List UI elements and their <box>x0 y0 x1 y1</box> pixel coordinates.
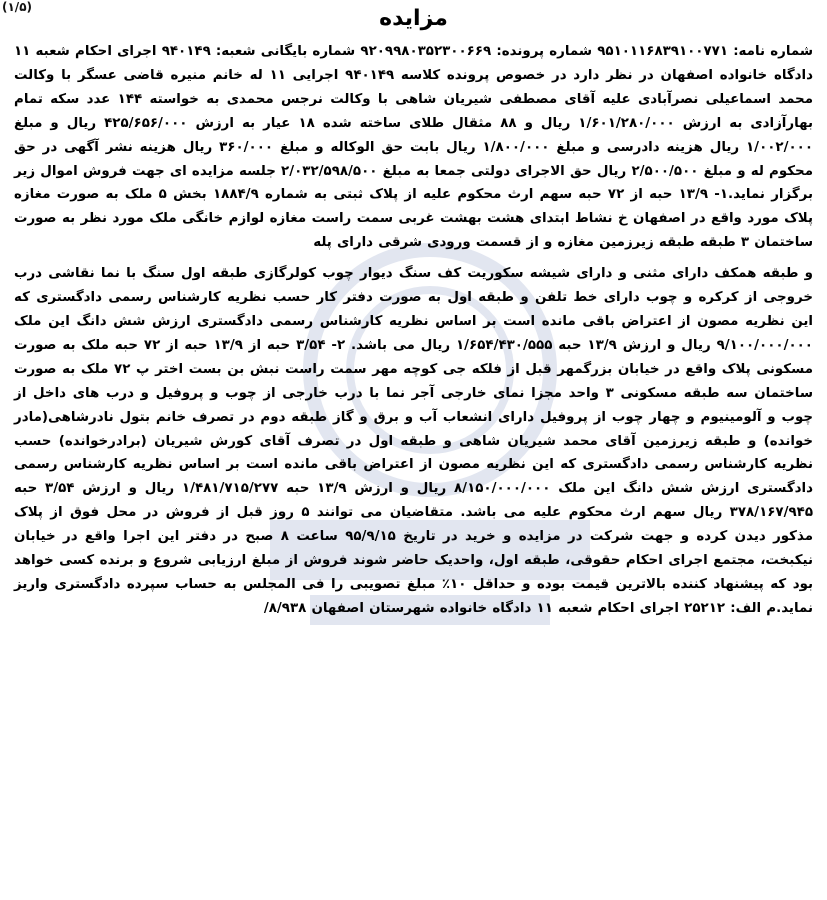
notice-paragraph-1: شماره نامه: ۹۵۱۰۱۱۶۸۳۹۱۰۰۷۷۱ شماره پرونده: ۹۲۰۹۹۸۰۳۵۲۳۰۰۶۶۹ شماره بایگانی شعبه: ۹۴۰۱۴۹ اجرای احکام شعبه ۱۱ دادگاه خانواده اصفهان در نظر دارد در خصوص پرونده کلاسه ۹۴۰۱۴۹ اجرایی ۱۱ له خانم منیره قاضی عسگر با وکالت محمد اسماعیلی نصرآبادی علیه آقای مصطفی شیریان شاهی با وکالت نرجس محمدی به خواسته ۱۴۴ عدد سکه تمام بهارآزادی به ارزش ۱/۶۰۱/۲۸۰/۰۰۰ ریال و ۸۸ مثقال طلای ساخته شده ۱۸ عیار به ارزش ۴۲۵/۶۵۶/۰۰۰ ریال و مبلغ ۱/۰۰۲/۰۰۰ ریال هزینه دادرسی و مبلغ ۱/۸۰۰/۰۰۰ ریال بابت حق الوکاله و مبلغ ۳۶۰/۰۰۰ ریال هزینه نشر آگهی در حق محکوم له و مبلغ ۲/۵۰۰/۵۰۰ ریال حق الاجرای دولتی جمعا به مبلغ ۲/۰۳۲/۵۹۸/۵۰۰ جلسه مزایده ای جهت فروش اموال زیر برگزار نماید.۱- ۱۳/۹ حبه از ۷۲ حبه سهم ارث محکوم علیه از پلاک ثبتی به شماره ۱۸۸۴/۹ بخش ۵ ملک به صورت مغازه پلاک مورد واقع در اصفهان خ نشاط ابتدای هشت بهشت غربی سمت راست مغازه لوازم خانگی ملک مورد نظر به صورت ساختمان ۳ طبقه طبقه زیرزمین مغازه و از قسمت ورودی شرقی دارای پله <box>14 44 814 251</box>
page-title: مزایده <box>379 6 448 31</box>
notice-paragraph-2: و طبقه همکف دارای مثنی و دارای شیشه سکوریت کف سنگ دیوار چوب کولرگازی طبقه اول سنگ با نما نقاشی درب خروجی از کرکره و چوب دارای خط تلفن و طبقه اول به صورت دفتر کار حسب نظریه کارشناس رسمی دادگستری که این نظریه مصون از اعتراض باقی مانده است بر اساس نظریه کارشناس رسمی دادگستری ارزش شش دانگ این ملک ۹/۱۰۰/۰۰۰/۰۰۰ ریال و ارزش ۱۳/۹ حبه ۱/۶۵۴/۴۳۰/۵۵۵ ریال می باشد. ۲- ۳/۵۴ حبه از ۱۳/۹ حبه از ۷۲ حبه ملک به صورت مسکونی پلاک واقع در خیابان بزرگمهر قبل از فلکه جی کوچه مهر سمت راست نبش بن بست اختر پ ۷۲ ملک به صورت ساختمان سه طبقه مسکونی ۳ واحد مجزا نمای خارجی آجر نما با درب خارجی از چوب و پروفیل و درب های داخل از چوب و آلومینیوم و چهار چوب از پروفیل دارای انشعاب آب و برق و گاز طبقه دوم در تصرف خانم بتول نادرشاهی(مادر خوانده) و طبقه زیرزمین آقای محمد شیریان شاهی و طبقه اول در تصرف آقای کورش شیریان (برادرخوانده) حسب نظریه کارشناس رسمی دادگستری که این نظریه مصون از اعتراض باقی مانده است بر اساس نظریه کارشناس رسمی دادگستری ارزش شش دانگ این ملک ۸/۱۵۰/۰۰۰/۰۰۰ ریال و ارزش ۱۳/۹ حبه ۱/۴۸۱/۷۱۵/۲۷۷ ریال و ارزش ۳/۵۴ حبه ۳۷۸/۱۶۷/۹۴۵ ریال سهم ارث محکوم علیه می باشد. متقاضیان می توانند ۵ روز قبل از فروش در محل فوق از پلاک مذکور دیدن کرده و جهت شرکت در مزایده و خرید در تاریخ ۹۵/۹/۱۵ ساعت ۸ صبح در دفتر این اجرا واقع در خیابان نیکبخت، مجتمع اجرای احکام حقوقی، طبقه اول، واحدیک حاضر شوند فروش از مبلغ ارزیابی شروع و برنده کسی خواهد بود که پیشنهاد کننده بالاترین قیمت بوده و حداقل ۱۰٪ مبلغ تصویبی را فی المجلس به حساب سپرده دادگستری واریز نماید.م الف: ۲۵۲۱۲ اجرای احکام شعبه ۱۱ دادگاه خانواده شهرستان اصفهان ۸/۹۳۸/ <box>14 266 813 616</box>
notice-body <box>14 40 813 621</box>
corner-mark: (۱/۵) <box>2 0 32 14</box>
